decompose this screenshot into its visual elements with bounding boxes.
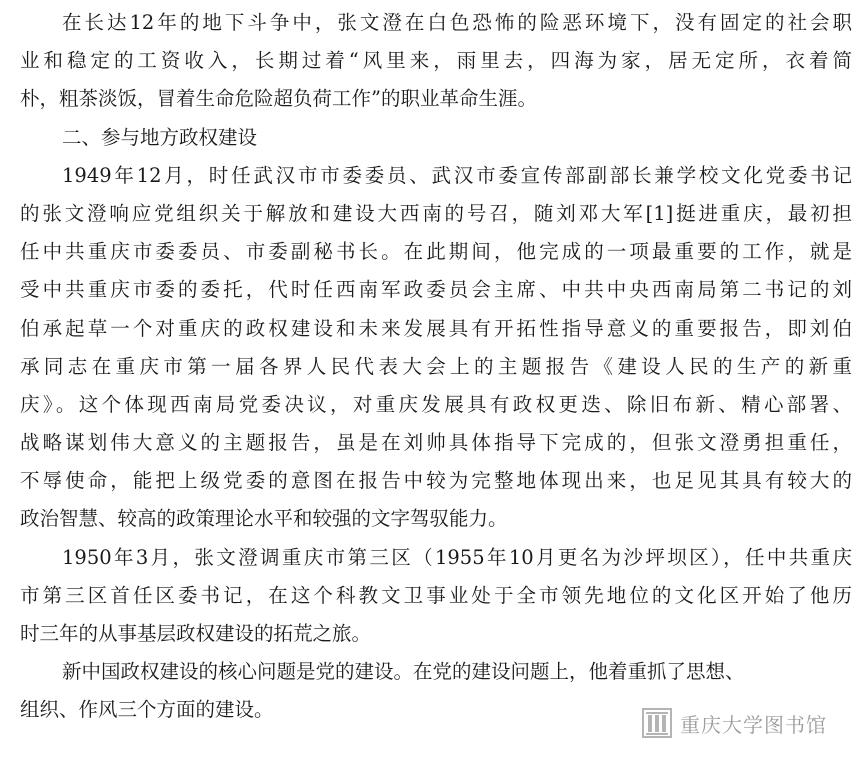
text-line: 受中共重庆市委的委托，代时任西南军政委员会主席、中共中央西南局第二书记的刘 bbox=[20, 278, 852, 302]
text-line: 的张文澄响应党组织关于解放和建设大西南的号召，随刘邓大军[1]挺进重庆，最初担 bbox=[20, 201, 852, 225]
text-line: 不辱使命，能把上级党委的意图在报告中较为完整地体现出来，也足见其具有较大的 bbox=[20, 469, 852, 493]
text-line: 时三年的从事基层政权建设的拓荒之旅。 bbox=[20, 622, 372, 645]
section-heading: 二、参与地方政权建设 bbox=[62, 125, 258, 149]
text-line: 战略谋划伟大意义的主题报告，虽是在刘帅具体指导下完成的，但张文澄勇担重任， bbox=[20, 431, 852, 455]
text-line: 庆》。这个体现西南局党委决议，对重庆发展具有政权更迭、除旧布新、精心部署、 bbox=[20, 392, 852, 416]
text-line: 新中国政权建设的核心问题是党的建设。在党的建设问题上，他着重抓了思想、 bbox=[62, 660, 745, 684]
text-line: 组织、作风三个方面的建设。 bbox=[20, 698, 274, 722]
text-line: 承同志在重庆市第一届各界人民代表大会上的主题报告《建设人民的生产的新重 bbox=[20, 354, 852, 378]
text-line: 伯承起草一个对重庆的政权建设和未来发展具有开拓性指导意义的重要报告，即刘伯 bbox=[20, 316, 852, 340]
text-line: 政治智慧、较高的政策理论水平和较强的文字驾驭能力。 bbox=[20, 507, 508, 531]
text-line: 1950年3月，张文澄调重庆市第三区（1955年10月更名为沙坪坝区），任中共重庆 bbox=[62, 545, 852, 569]
watermark-text: 重庆大学图书馆 bbox=[680, 712, 827, 737]
text-line: 在长达12年的地下斗争中，张文澄在白色恐怖的险恶环境下，没有固定的社会职 bbox=[62, 11, 852, 34]
text-line: 任中共重庆市委委员、市委副秘书长。在此期间，他完成的一项最重要的工作，就是 bbox=[20, 240, 852, 264]
document-body bbox=[20, 4, 852, 730]
text-line: 朴，粗茶淡饭，冒着生命危险超负荷工作”的职业革命生涯。 bbox=[20, 87, 537, 111]
text-line: 市第三区首任区委书记，在这个科教文卫事业处于全市领先地位的文化区开始了他历 bbox=[20, 583, 852, 607]
text-line: 业和稳定的工资收入，长期过着“风里来，雨里去，四海为家，居无定所，衣着简 bbox=[20, 49, 852, 73]
text-line: 1949年12月，时任武汉市市委委员、武汉市委宣传部副部长兼学校文化党委书记 bbox=[62, 163, 852, 187]
